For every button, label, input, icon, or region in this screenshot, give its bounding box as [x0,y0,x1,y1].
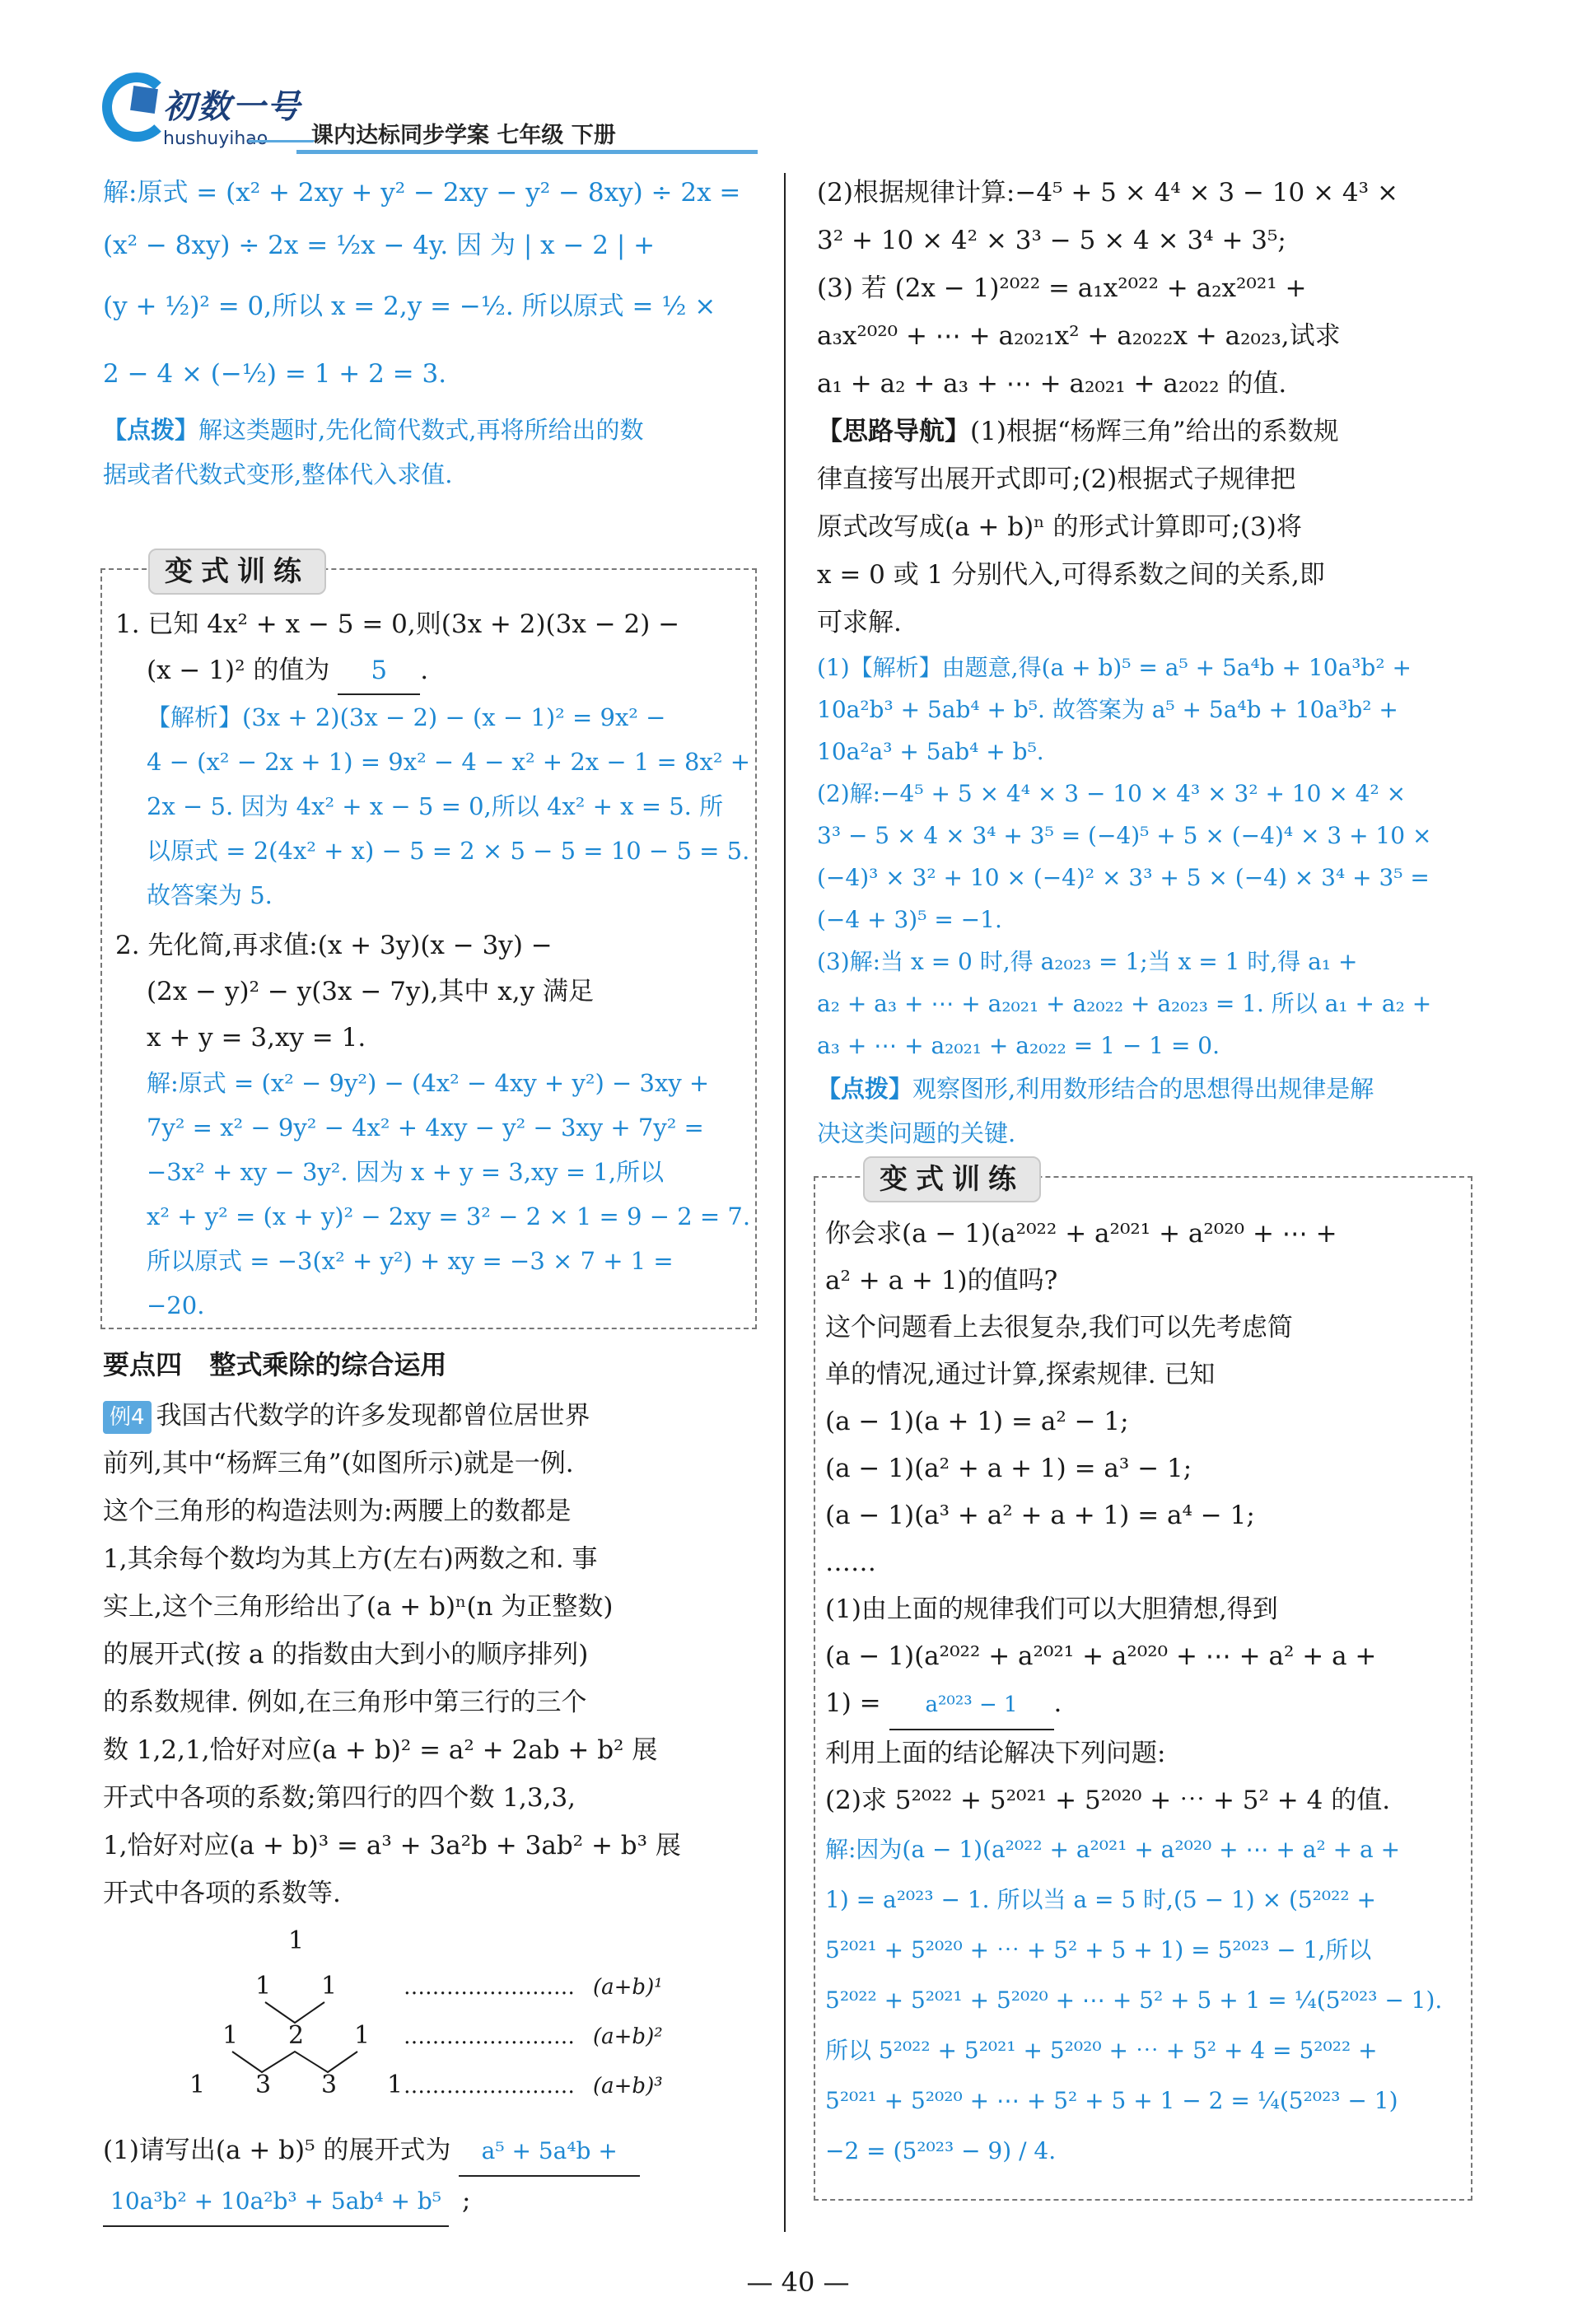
page-number: — 40 — [746,2267,850,2298]
logo-text: 初数一号 [163,88,301,126]
practice-line: (a − 1)(a²⁰²² + a²⁰²¹ + a²⁰²⁰ + ⋯ + a² + a + [825,1641,1377,1671]
tri-dots: …………………… [404,1975,575,2000]
tri-dots: …………………… [404,2024,575,2049]
left-column [103,169,762,497]
solution-line: a₃ + ⋯ + a₂₀₂₁ + a₂₀₂₂ = 1 − 1 = 0. [817,1032,1220,1059]
solution-line: (y + ½)² = 0,所以 x = 2,y = −½. 所以原式 = ½ × [103,292,716,321]
solution-line: 2 − 4 × (−½) = 1 + 2 = 3. [103,359,447,389]
question-line: 3² + 10 × 4² × 3³ − 5 × 4 × 3⁴ + 3⁵; [817,226,1286,255]
practice-blank-answer: a²⁰²³ − 1 [889,1682,1054,1730]
example-line: 1,其余每个数均为其上方(左右)两数之和. 事 [103,1544,598,1574]
page-header [99,49,1499,156]
solution-line: 10a²a³ + 5ab⁴ + b⁵. [817,738,1044,765]
practice-line: a² + a + 1)的值吗? [825,1266,1058,1296]
question-line: (3) 若 (2x − 1)²⁰²² = a₁x²⁰²² + a₂x²⁰²¹ + [817,273,1307,303]
tri-num: 1 [288,1926,305,1955]
q1-solution-line: 故答案为 5. [147,881,273,909]
solution-line: (−4)³ × 3² + 10 × (−4)² × 3³ + 5 × (−4) × 3⁴ + 3⁵ = [817,864,1430,891]
q1-solution [115,695,749,917]
example-line: 我国古代数学的许多发现都曾位居世界 [156,1401,590,1431]
example-line: 这个三角形的构造法则为:两腰上的数都是 [103,1496,572,1526]
q2-solution-line: x² + y² = (x + y)² − 2xy = 3² − 2 × 1 = 9 − 2 = 7. [147,1202,751,1230]
tri-num: 3 [255,2071,272,2099]
practice-line: 这个问题看上去很复杂,我们可以先考虑简 [825,1313,1293,1342]
example-line: 的展开式(按 a 的指数由大到小的顺序排列) [103,1640,589,1669]
q2-solution-line: −3x² + xy − 3y². 因为 x + y = 3,xy = 1,所以 [147,1158,665,1186]
tri-num: 3 [321,2071,338,2099]
solution-line: (1)【解析】由题意,得(a + b)⁵ = a⁵ + 5a⁴b + 10a³b² + [817,654,1412,681]
period: . [420,656,429,685]
practice-line: (a − 1)(a² + a + 1) = a³ − 1; [825,1454,1192,1483]
question-line: a₃x²⁰²⁰ + ⋯ + a₂₀₂₁x² + a₂₀₂₂x + a₂₀₂₃,试求 [817,321,1341,351]
tri-num: 1 [387,2071,404,2099]
practice-line: (2)求 5²⁰²² + 5²⁰²¹ + 5²⁰²⁰ + ⋯ + 5² + 4 的值. [825,1786,1391,1815]
q-a5-end: ; [462,2186,471,2215]
question-line: (2)根据规律计算:−4⁵ + 5 × 4⁴ × 3 − 10 × 4³ × [817,178,1398,208]
q2-solution-line: 解:原式 = (x² − 9y²) − (4x² − 4xy + y²) − 3xy + [147,1069,710,1097]
tip-text: 解这类题时,先化简代数式,再将所给出的数 [198,416,644,444]
tip-block [103,408,762,497]
tip-text: 决这类问题的关键. [817,1119,1016,1147]
question-1-answer: 5 [338,647,420,695]
practice-content-right [825,1211,1463,2176]
q-a5 [103,2127,762,2227]
guide-text: x = 0 或 1 分别代入,可得系数之间的关系,即 [817,560,1325,590]
question-1-line-2 [115,647,749,695]
q2-solution-line: −20. [147,1291,205,1319]
practice-blank-prefix: 1) = [825,1688,881,1718]
solution-line: a₂ + a₃ + ⋯ + a₂₀₂₁ + a₂₀₂₂ + a₂₀₂₃ = 1. 所以 a₁ + a₂ + [817,990,1432,1017]
right-column [817,169,1476,1156]
tri-label: (a+b)¹ [593,1975,663,2000]
practice-line: (a − 1)(a³ + a² + a + 1) = a⁴ − 1; [825,1501,1255,1530]
q2-solution [115,1061,749,1328]
header-title: 课内达标同步学案 七年级 下册 [311,123,616,148]
example-line: 数 1,2,1,恰好对应(a + b)² = a² + 2ab + b² 展 [103,1735,658,1765]
tri-num: 1 [222,2021,239,2050]
example-line: 实上,这个三角形给出了(a + b)ⁿ(n 为正整数) [103,1592,614,1622]
practice-solution-line: 所以 5²⁰²² + 5²⁰²¹ + 5²⁰²⁰ + ⋯ + 5² + 4 = 5²⁰²² + [825,2037,1378,2064]
solution-line: (−4 + 3)⁵ = −1. [817,906,1002,933]
solution-line: (2)解:−4⁵ + 5 × 4⁴ × 3 − 10 × 4³ × 3² + 10 × 4² × [817,780,1407,807]
practice-solution-line: 5²⁰²¹ + 5²⁰²⁰ + ⋯ + 5² + 5 + 1 − 2 = ¼(5²⁰²³ − 1) [825,2087,1398,2114]
practice-title: 变式训练 [863,1156,1041,1202]
q2-solution-line: 所以原式 = −3(x² + y²) + xy = −3 × 7 + 1 = [147,1247,674,1275]
column-divider [784,173,786,2232]
practice-blank-end: . [1053,1688,1062,1718]
solution-line: 解:原式 = (x² + 2xy + y² − 2xy − y² − 8xy) ÷ 2x = [103,178,741,208]
solution-line: 10a²b³ + 5ab⁴ + b⁵. 故答案为 a⁵ + 5a⁴b + 10a³b² + [817,696,1398,723]
q1-solution-line: 4 − (x² − 2x + 1) = 9x² − 4 − x² + 2x − 1 = 8x² + [147,748,751,776]
right-solution [817,647,1476,1067]
tip-label: 【点拨】 [103,416,199,444]
example-line: 的系数规律. 例如,在三角形中第三行的三个 [103,1688,587,1717]
q1-solution-line: 2x − 5. 因为 4x² + x − 5 = 0,所以 4x² + x = 5. 所 [147,792,724,820]
solution-block [103,169,762,408]
question-1-text: (x − 1)² 的值为 [147,656,330,685]
tip-text: 观察图形,利用数形结合的思想得出规律是解 [912,1075,1374,1103]
guide-text: 律直接写出展开式即可;(2)根据式子规律把 [817,465,1296,494]
example-line: 前列,其中“杨辉三角”(如图所示)就是一例. [103,1449,574,1478]
guide-text: 可求解. [817,608,902,637]
q-a5-text: (1)请写出(a + b)⁵ 的展开式为 [103,2136,451,2165]
tip-text: 据或者代数式变形,整体代入求值. [103,460,453,488]
example-4 [103,1392,762,1917]
practice-line: 你会求(a − 1)(a²⁰²² + a²⁰²¹ + a²⁰²⁰ + ⋯ + [825,1219,1337,1249]
tri-label: (a+b)² [593,2024,663,2049]
example-line: 1,恰好对应(a + b)³ = a³ + 3a²b + 3ab² + b³ 展 [103,1831,681,1860]
practice-line: 利用上面的结论解决下列问题: [825,1739,1166,1768]
question-2-line: x + y = 3,xy = 1. [147,1023,366,1053]
question-2-line: 2. 先化简,再求值:(x + 3y)(x − 3y) − [115,931,553,960]
tri-num: 1 [189,2071,206,2099]
practice-solution-line: 解:因为(a − 1)(a²⁰²² + a²⁰²¹ + a²⁰²⁰ + ⋯ + a² + a + [825,1836,1401,1863]
tri-num: 1 [354,2021,371,2050]
tip-label: 【点拨】 [817,1075,913,1103]
practice-line: 单的情况,通过计算,探索规律. 已知 [825,1360,1216,1389]
practice-solution [825,1824,1463,2176]
tri-num: 1 [255,1972,272,2001]
solution-line: (3)解:当 x = 0 时,得 a₂₀₂₃ = 1;当 x = 1 时,得 a₁ + [817,948,1358,975]
tri-num: 2 [288,2021,305,2050]
example-line: 开式中各项的系数等. [103,1879,341,1908]
guide-text: (1)根据“杨辉三角”给出的系数规 [970,417,1339,446]
question-1-line: 1. 已知 4x² + x − 5 = 0,则(3x + 2)(3x − 2) − [115,609,680,639]
q1-solution-line: 以原式 = 2(4x² + x) − 5 = 2 × 5 − 5 = 10 − 5 = 5. [147,837,750,865]
q2-solution-line: 7y² = x² − 9y² − 4x² + 4xy − y² − 3xy + 7y² = [147,1113,704,1141]
practice-solution-line: 1) = a²⁰²³ − 1. 所以当 a = 5 时,(5 − 1) × (5²⁰²² + [825,1886,1376,1913]
yanghui-triangle [189,1924,749,2113]
solution-line: 3³ − 5 × 4 × 3⁴ + 3⁵ = (−4)⁵ + 5 × (−4)⁴ × 3 + 10 × [817,822,1432,849]
example-badge: 例4 [103,1401,152,1434]
practice-title: 变式训练 [148,549,326,595]
logo-cube-icon [130,86,158,114]
practice-solution-line: 5²⁰²¹ + 5²⁰²⁰ + ⋯ + 5² + 5 + 1) = 5²⁰²³ − 1,所以 [825,1936,1372,1963]
tri-num: 1 [321,1972,338,2001]
tip-block-right [817,1067,1476,1156]
example-line: 开式中各项的系数;第四行的四个数 1,3,3, [103,1783,576,1813]
solution-line: (x² − 8xy) ÷ 2x = ½x − 4y. 因 为 | x − 2 | + [103,231,656,260]
practice-solution-line: −2 = (5²⁰²³ − 9) / 4. [825,2137,1057,2164]
header-rule [296,150,758,154]
practice-line: (a − 1)(a + 1) = a² − 1; [825,1407,1129,1436]
section-title: 要点四 整式乘除的综合运用 [103,1349,447,1380]
practice-solution-line: 5²⁰²² + 5²⁰²¹ + 5²⁰²⁰ + ⋯ + 5² + 5 + 1 = ¼(5²⁰²³ − 1). [825,1987,1443,2014]
tri-label: (a+b)³ [593,2074,663,2099]
guide-label: 【思路导航】 [817,417,970,446]
q-a5-answer-1: a⁵ + 5a⁴b + [459,2127,640,2177]
tri-line [232,2052,357,2072]
q1-solution-line: 【解析】(3x + 2)(3x − 2) − (x − 1)² = 9x² − [147,703,666,731]
practice-content-left [115,601,749,1328]
logo-pinyin: hushuyihao [163,128,268,149]
guide-text: 原式改写成(a + b)ⁿ 的形式计算即可;(3)将 [817,512,1302,542]
practice-line: …… [825,1548,876,1577]
question-2-line: (2x − y)² − y(3x − 7y),其中 x,y 满足 [147,977,594,1006]
question-line: a₁ + a₂ + a₃ + ⋯ + a₂₀₂₁ + a₂₀₂₂ 的值. [817,369,1287,399]
tri-dots: …………………… [404,2074,575,2099]
tri-line [265,2002,324,2023]
practice-line: (1)由上面的规律我们可以大胆猜想,得到 [825,1594,1278,1624]
q-a5-answer-2: 10a³b² + 10a²b³ + 5ab⁴ + b⁵ [103,2178,449,2227]
